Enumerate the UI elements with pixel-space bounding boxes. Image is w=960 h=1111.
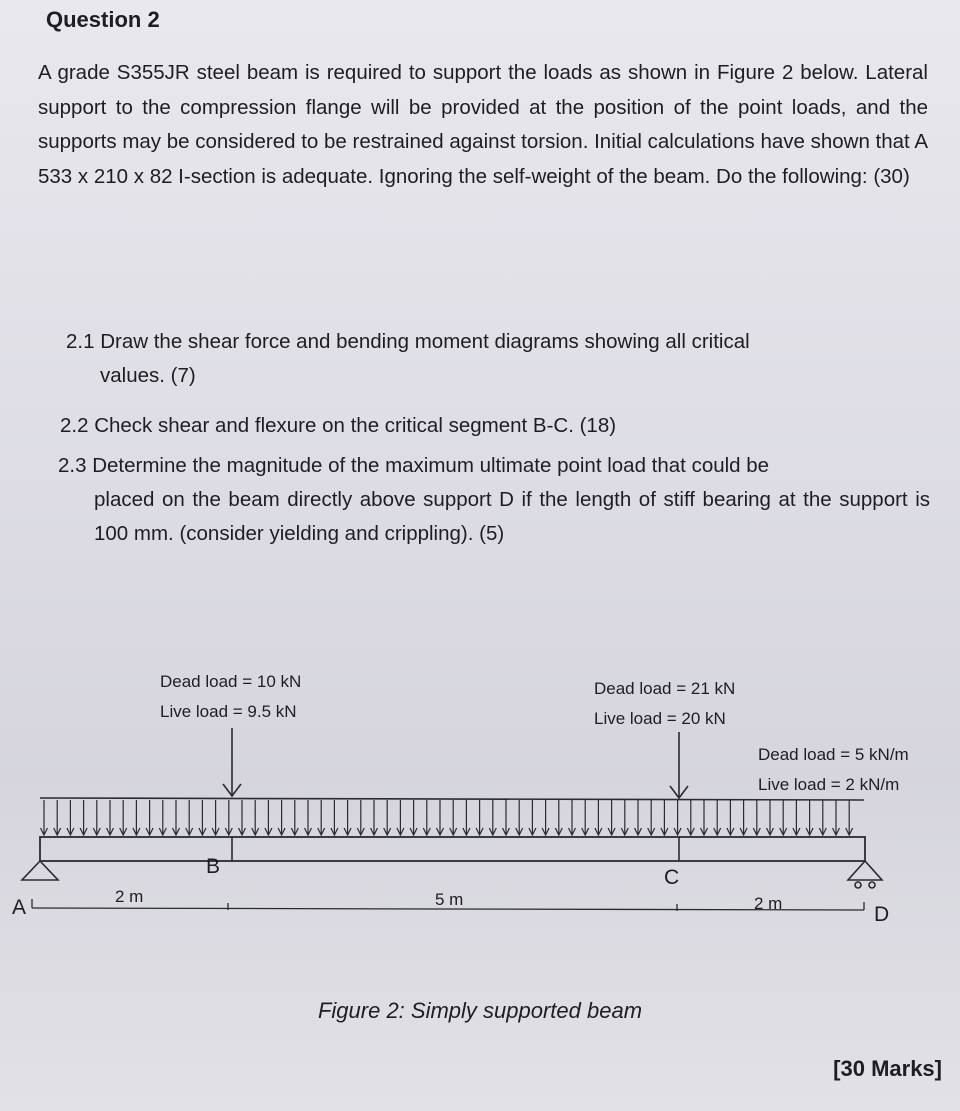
point-d-label: D (874, 903, 890, 926)
sub-question-text: Determine the magnitude of the maximum ultimate point load that could be (92, 454, 770, 477)
udl-live-load-label: Live load = 2 kN/m (758, 775, 900, 794)
udl-top-line (40, 798, 864, 800)
udl-labels (758, 740, 909, 800)
sub-question-text-continued: placed on the beam directly above support D if the length of stiff bearing at the support is 100 mm. (consider yielding and crippling). (5) (94, 488, 930, 545)
roller-wheel (869, 882, 875, 888)
span-ab-label: 2 m (115, 887, 144, 906)
pin-support-a (22, 861, 58, 880)
sub-question-number: 2.2 (60, 414, 89, 437)
point-a-label: A (12, 896, 27, 919)
figure-caption: Figure 2: Simply supported beam (317, 998, 643, 1023)
point-load-b-labels (160, 667, 301, 727)
beam (40, 837, 865, 861)
point-load-c-labels (594, 674, 735, 734)
dead-load-label: Dead load = 10 kN (160, 672, 302, 691)
sub-question-text: Draw the shear force and bending moment diagrams showing all critical (100, 330, 750, 353)
dead-load-label: Dead load = 21 kN (594, 679, 736, 698)
udl-arrows (41, 800, 853, 835)
sub-question-text: Check shear and flexure on the critical segment B-C. (18) (94, 414, 617, 437)
point-c-label: C (664, 866, 680, 889)
udl-dead-load-label: Dead load = 5 kN/m (758, 745, 909, 764)
point-b-label: B (206, 855, 221, 878)
span-cd-label: 2 m (754, 894, 783, 913)
live-load-label: Live load = 9.5 kN (160, 702, 297, 721)
question-intro: A grade S355JR steel beam is required to support the loads as shown in Figure 2 below. Lateral support to the compression flange will be provided at the position of the point loads, and the supports may be considered to be restrained against torsion. Initial calculations have shown that A 533 x 210 x 82 I-section is adequate. Ignoring the self-weight of the beam. Do the following: (30) (38, 61, 928, 188)
sub-question-number: 2.1 (66, 330, 95, 353)
roller-wheel (855, 882, 861, 888)
roller-support-d (848, 861, 882, 880)
total-marks: [30 Marks] (833, 1056, 942, 1081)
sub-question-number: 2.3 (58, 454, 87, 477)
sub-question-text-continued: values. (7) (100, 364, 196, 387)
question-heading: Question 2 (46, 7, 160, 32)
span-bc-label: 5 m (435, 890, 464, 909)
live-load-label: Live load = 20 kN (594, 709, 726, 728)
